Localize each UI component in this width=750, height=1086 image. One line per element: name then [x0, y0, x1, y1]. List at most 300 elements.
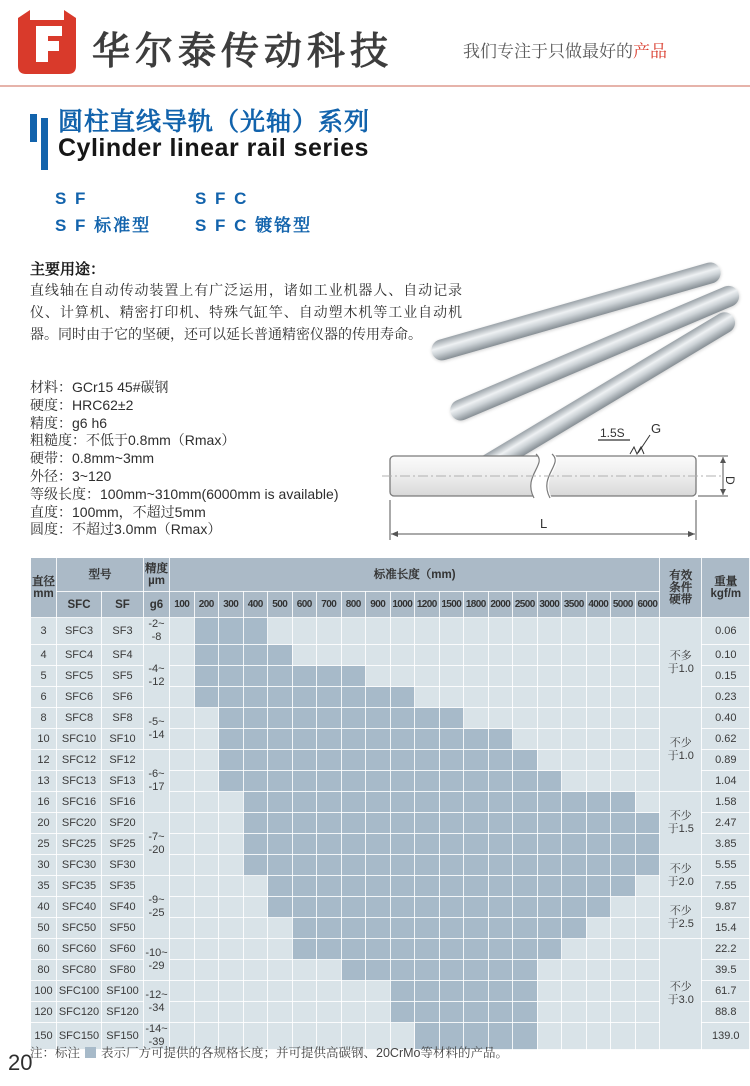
length-availability-cell	[513, 792, 538, 813]
col-header-precision: 精度 µm	[144, 558, 170, 592]
length-availability-cell	[415, 981, 440, 1002]
length-availability-cell	[268, 750, 293, 771]
length-availability-cell	[439, 813, 464, 834]
length-availability-cell	[390, 708, 415, 729]
length-availability-cell	[415, 729, 440, 750]
spec-line: 材料：GCr15 45#碳钢	[30, 379, 169, 395]
length-availability-cell	[219, 897, 244, 918]
length-availability-cell	[611, 708, 636, 729]
length-availability-cell	[390, 960, 415, 981]
length-availability-cell	[243, 960, 268, 981]
length-availability-cell	[488, 855, 513, 876]
length-availability-cell	[194, 618, 219, 645]
length-availability-cell	[194, 939, 219, 960]
length-availability-cell	[170, 708, 195, 729]
col-header-model: 型号	[57, 558, 144, 592]
length-col-header: 600	[292, 592, 317, 618]
d-label: D	[723, 476, 737, 485]
condition-cell: 不少 于3.0	[660, 939, 702, 1050]
length-availability-cell	[341, 981, 366, 1002]
sf-model-cell: SF40	[102, 897, 144, 918]
diameter-cell: 10	[31, 729, 57, 750]
model-desc-sfc: S F C 镀铬型	[195, 216, 313, 235]
sfc-model-cell: SFC100	[57, 981, 102, 1002]
length-availability-cell	[488, 687, 513, 708]
length-availability-cell	[366, 750, 391, 771]
length-availability-cell	[439, 834, 464, 855]
sf-model-cell: SF16	[102, 792, 144, 813]
length-availability-cell	[268, 666, 293, 687]
table-row	[31, 771, 750, 792]
length-availability-cell	[611, 645, 636, 666]
length-availability-cell	[219, 750, 244, 771]
length-availability-cell	[537, 876, 562, 897]
length-availability-cell	[611, 792, 636, 813]
sf-model-cell: SF150	[102, 1023, 144, 1050]
spec-line: 外径：3~120	[30, 467, 112, 484]
length-availability-cell	[366, 834, 391, 855]
length-availability-cell	[170, 939, 195, 960]
length-availability-cell	[415, 813, 440, 834]
length-availability-cell	[537, 918, 562, 939]
length-availability-cell	[292, 897, 317, 918]
length-availability-cell	[635, 960, 660, 981]
length-availability-cell	[243, 618, 268, 645]
l-label: L	[540, 516, 548, 531]
page-number: 20	[8, 1050, 33, 1075]
length-availability-cell	[243, 729, 268, 750]
spec-table-wrap	[30, 557, 750, 1050]
length-col-header: 500	[268, 592, 293, 618]
length-availability-cell	[219, 708, 244, 729]
length-availability-cell	[562, 960, 587, 981]
table-row	[31, 834, 750, 855]
length-availability-cell	[488, 771, 513, 792]
diameter-cell: 13	[31, 771, 57, 792]
slogan-accent-text: 产品	[633, 42, 667, 61]
length-availability-cell	[439, 981, 464, 1002]
length-col-header: 300	[219, 592, 244, 618]
condition-cell: 不多 于1.0	[660, 618, 702, 708]
footnote-prefix: 注：标注	[30, 1046, 81, 1060]
usage-heading: 主要用途：	[30, 261, 106, 278]
diameter-cell: 5	[31, 666, 57, 687]
length-availability-cell	[611, 876, 636, 897]
length-availability-cell	[586, 834, 611, 855]
length-availability-cell	[439, 960, 464, 981]
condition-cell: 不少 于2.5	[660, 897, 702, 939]
length-availability-cell	[586, 1002, 611, 1023]
length-availability-cell	[415, 618, 440, 645]
length-availability-cell	[366, 729, 391, 750]
length-availability-cell	[586, 750, 611, 771]
length-availability-cell	[439, 876, 464, 897]
condition-cell: 不少 于1.0	[660, 708, 702, 792]
sfc-model-cell: SFC150	[57, 1023, 102, 1050]
length-availability-cell	[194, 645, 219, 666]
length-availability-cell	[439, 666, 464, 687]
length-col-header: 2500	[513, 592, 538, 618]
weight-cell: 1.58	[702, 792, 750, 813]
sfc-model-cell: SFC50	[57, 918, 102, 939]
length-availability-cell	[488, 918, 513, 939]
length-availability-cell	[488, 813, 513, 834]
length-availability-cell	[562, 687, 587, 708]
length-availability-cell	[488, 666, 513, 687]
table-row	[31, 618, 750, 645]
length-availability-cell	[268, 729, 293, 750]
sf-model-cell: SF13	[102, 771, 144, 792]
length-availability-cell	[464, 750, 489, 771]
precision-cell: -2~ -8	[144, 618, 170, 645]
length-availability-cell	[366, 1002, 391, 1023]
table-row	[31, 729, 750, 750]
length-availability-cell	[464, 834, 489, 855]
length-availability-cell	[268, 981, 293, 1002]
length-availability-cell	[390, 981, 415, 1002]
length-availability-cell	[513, 960, 538, 981]
length-availability-cell	[268, 897, 293, 918]
length-availability-cell	[390, 729, 415, 750]
length-availability-cell	[390, 813, 415, 834]
length-availability-cell	[292, 981, 317, 1002]
length-availability-cell	[562, 771, 587, 792]
col-header-length: 标准长度（mm)	[170, 558, 660, 592]
length-availability-cell	[488, 750, 513, 771]
length-availability-cell	[317, 813, 342, 834]
length-availability-cell	[170, 687, 195, 708]
length-availability-cell	[586, 981, 611, 1002]
length-availability-cell	[219, 939, 244, 960]
weight-cell: 22.2	[702, 939, 750, 960]
spec-table	[30, 557, 750, 1050]
length-availability-cell	[317, 645, 342, 666]
length-availability-cell	[464, 813, 489, 834]
product-photo	[458, 230, 740, 388]
length-col-header: 800	[341, 592, 366, 618]
precision-cell: -10~ -29	[144, 939, 170, 981]
length-availability-cell	[292, 960, 317, 981]
length-availability-cell	[415, 876, 440, 897]
length-availability-cell	[366, 855, 391, 876]
weight-cell: 61.7	[702, 981, 750, 1002]
length-availability-cell	[415, 666, 440, 687]
length-availability-cell	[292, 939, 317, 960]
length-availability-cell	[537, 1002, 562, 1023]
sfc-model-cell: SFC10	[57, 729, 102, 750]
length-availability-cell	[292, 876, 317, 897]
sfc-model-cell: SFC5	[57, 666, 102, 687]
length-availability-cell	[611, 750, 636, 771]
length-col-header: 1000	[390, 592, 415, 618]
length-availability-cell	[635, 939, 660, 960]
length-availability-cell	[439, 918, 464, 939]
length-availability-cell	[635, 1023, 660, 1050]
length-availability-cell	[317, 618, 342, 645]
length-availability-cell	[366, 666, 391, 687]
length-availability-cell	[292, 750, 317, 771]
sf-model-cell: SF60	[102, 939, 144, 960]
usage-paragraph: 直线轴在自动传动装置上有广泛运用，诸如工业机器人、自动记录仪、计算机、精密打印机、特殊气缸竿、自动塑木机等工业自动机器。同时由于它的坚硬，还可以延长普通精密仪器的传用寿命。	[30, 282, 462, 342]
length-availability-cell	[513, 939, 538, 960]
length-availability-cell	[341, 918, 366, 939]
length-availability-cell	[390, 918, 415, 939]
length-availability-cell	[341, 897, 366, 918]
length-availability-cell	[464, 876, 489, 897]
length-availability-cell	[488, 792, 513, 813]
length-availability-cell	[562, 939, 587, 960]
length-availability-cell	[268, 645, 293, 666]
length-availability-cell	[390, 1002, 415, 1023]
precision-cell: -9~ -25	[144, 876, 170, 939]
length-availability-cell	[635, 729, 660, 750]
table-row	[31, 855, 750, 876]
brand-logo-icon	[16, 8, 78, 76]
length-availability-cell	[194, 771, 219, 792]
weight-cell: 9.87	[702, 897, 750, 918]
diameter-cell: 30	[31, 855, 57, 876]
length-availability-cell	[292, 813, 317, 834]
table-row	[31, 687, 750, 708]
table-row	[31, 792, 750, 813]
length-availability-cell	[268, 918, 293, 939]
length-availability-cell	[488, 939, 513, 960]
weight-cell: 2.47	[702, 813, 750, 834]
length-availability-cell	[611, 981, 636, 1002]
length-availability-cell	[513, 708, 538, 729]
model-code-sfc: S F C	[195, 189, 249, 208]
weight-cell: 139.0	[702, 1023, 750, 1050]
precision-cell: -5~ -14	[144, 708, 170, 750]
length-availability-cell	[194, 666, 219, 687]
length-availability-cell	[513, 1023, 538, 1050]
length-availability-cell	[562, 645, 587, 666]
length-availability-cell	[390, 897, 415, 918]
length-availability-cell	[439, 729, 464, 750]
spec-line: 圆度：不超过3.0mm（Rmax）	[30, 521, 222, 538]
length-availability-cell	[635, 918, 660, 939]
length-availability-cell	[513, 729, 538, 750]
length-availability-cell	[415, 918, 440, 939]
length-availability-cell	[317, 918, 342, 939]
table-row	[31, 1002, 750, 1023]
length-availability-cell	[341, 855, 366, 876]
length-availability-cell	[194, 876, 219, 897]
length-availability-cell	[464, 918, 489, 939]
length-availability-cell	[170, 618, 195, 645]
length-col-header: 1800	[464, 592, 489, 618]
length-availability-cell	[635, 897, 660, 918]
length-availability-cell	[292, 687, 317, 708]
length-availability-cell	[243, 687, 268, 708]
length-availability-cell	[537, 1023, 562, 1050]
length-availability-cell	[415, 750, 440, 771]
length-availability-cell	[488, 834, 513, 855]
length-availability-cell	[170, 771, 195, 792]
sfc-model-cell: SFC8	[57, 708, 102, 729]
sfc-model-cell: SFC16	[57, 792, 102, 813]
length-availability-cell	[194, 897, 219, 918]
length-availability-cell	[390, 618, 415, 645]
length-availability-cell	[170, 981, 195, 1002]
precision-cell: -4~ -12	[144, 645, 170, 708]
length-availability-cell	[513, 981, 538, 1002]
length-availability-cell	[562, 750, 587, 771]
diameter-cell: 8	[31, 708, 57, 729]
length-availability-cell	[317, 897, 342, 918]
length-availability-cell	[219, 834, 244, 855]
length-availability-cell	[415, 834, 440, 855]
length-availability-cell	[366, 687, 391, 708]
length-availability-cell	[292, 666, 317, 687]
page-title-en: Cylinder linear rail series	[58, 134, 369, 162]
length-availability-cell	[194, 729, 219, 750]
length-availability-cell	[415, 1002, 440, 1023]
diameter-cell: 16	[31, 792, 57, 813]
brand-name: 华尔泰传动科技	[92, 31, 394, 73]
length-availability-cell	[341, 666, 366, 687]
length-availability-cell	[586, 708, 611, 729]
length-availability-cell	[317, 771, 342, 792]
length-availability-cell	[170, 1002, 195, 1023]
length-availability-cell	[194, 1002, 219, 1023]
length-availability-cell	[194, 687, 219, 708]
length-availability-cell	[170, 876, 195, 897]
length-availability-cell	[219, 687, 244, 708]
length-availability-cell	[219, 666, 244, 687]
sf-model-cell: SF100	[102, 981, 144, 1002]
sfc-model-cell: SFC25	[57, 834, 102, 855]
length-availability-cell	[464, 939, 489, 960]
spec-line: 粗糙度：不低于0.8mm（Rmax）	[30, 432, 236, 449]
length-availability-cell	[341, 645, 366, 666]
length-availability-cell	[341, 750, 366, 771]
diameter-cell: 120	[31, 1002, 57, 1023]
length-col-header: 1500	[439, 592, 464, 618]
weight-cell: 7.55	[702, 876, 750, 897]
length-availability-cell	[292, 1002, 317, 1023]
length-availability-cell	[464, 708, 489, 729]
length-availability-cell	[268, 939, 293, 960]
sf-model-cell: SF35	[102, 876, 144, 897]
length-availability-cell	[170, 834, 195, 855]
length-availability-cell	[219, 876, 244, 897]
length-availability-cell	[194, 750, 219, 771]
length-availability-cell	[562, 666, 587, 687]
condition-cell: 不少 于1.5	[660, 792, 702, 855]
length-availability-cell	[243, 918, 268, 939]
length-availability-cell	[317, 1002, 342, 1023]
precision-cell: -12~ -34	[144, 981, 170, 1023]
length-availability-cell	[292, 834, 317, 855]
length-availability-cell	[170, 960, 195, 981]
length-availability-cell	[170, 855, 195, 876]
length-availability-cell	[439, 645, 464, 666]
length-availability-cell	[513, 876, 538, 897]
length-availability-cell	[635, 813, 660, 834]
length-availability-cell	[170, 666, 195, 687]
length-availability-cell	[562, 855, 587, 876]
length-availability-cell	[194, 813, 219, 834]
weight-cell: 0.40	[702, 708, 750, 729]
length-availability-cell	[243, 897, 268, 918]
table-row	[31, 939, 750, 960]
length-availability-cell	[635, 981, 660, 1002]
length-availability-cell	[586, 729, 611, 750]
length-availability-cell	[464, 666, 489, 687]
weight-cell: 0.15	[702, 666, 750, 687]
length-availability-cell	[243, 813, 268, 834]
length-availability-cell	[562, 792, 587, 813]
length-availability-cell	[317, 750, 342, 771]
length-availability-cell	[219, 1002, 244, 1023]
length-availability-cell	[341, 939, 366, 960]
col-header-sf: SF	[102, 592, 144, 618]
length-availability-cell	[513, 834, 538, 855]
length-availability-cell	[537, 939, 562, 960]
length-availability-cell	[292, 771, 317, 792]
length-availability-cell	[464, 1002, 489, 1023]
diameter-cell: 4	[31, 645, 57, 666]
length-availability-cell	[464, 792, 489, 813]
length-availability-cell	[341, 834, 366, 855]
length-availability-cell	[366, 645, 391, 666]
length-col-header: 2000	[488, 592, 513, 618]
weight-cell: 0.10	[702, 645, 750, 666]
length-availability-cell	[537, 960, 562, 981]
diameter-cell: 6	[31, 687, 57, 708]
length-availability-cell	[586, 813, 611, 834]
length-col-header: 900	[366, 592, 391, 618]
length-availability-cell	[243, 834, 268, 855]
length-availability-cell	[537, 813, 562, 834]
sfc-model-cell: SFC4	[57, 645, 102, 666]
length-availability-cell	[243, 708, 268, 729]
length-availability-cell	[439, 939, 464, 960]
length-availability-cell	[366, 960, 391, 981]
length-availability-cell	[611, 918, 636, 939]
diameter-cell: 25	[31, 834, 57, 855]
length-availability-cell	[317, 939, 342, 960]
length-availability-cell	[366, 813, 391, 834]
length-availability-cell	[268, 876, 293, 897]
sfc-model-cell: SFC13	[57, 771, 102, 792]
sf-model-cell: SF80	[102, 960, 144, 981]
weight-cell: 0.62	[702, 729, 750, 750]
sf-model-cell: SF50	[102, 918, 144, 939]
length-availability-cell	[366, 618, 391, 645]
length-availability-cell	[415, 897, 440, 918]
sfc-model-cell: SFC40	[57, 897, 102, 918]
length-availability-cell	[439, 618, 464, 645]
length-availability-cell	[292, 792, 317, 813]
length-availability-cell	[219, 618, 244, 645]
length-availability-cell	[488, 960, 513, 981]
length-availability-cell	[611, 1023, 636, 1050]
sfc-model-cell: SFC12	[57, 750, 102, 771]
footnote-suffix: 表示厂方可提供的各规格长度；并可提供高碳钢、20CrMo等材料的产品。	[101, 1046, 508, 1060]
length-availability-cell	[366, 981, 391, 1002]
col-header-weight: 重量 kgf/m	[702, 558, 750, 618]
sfc-model-cell: SFC3	[57, 618, 102, 645]
length-availability-cell	[366, 939, 391, 960]
length-availability-cell	[586, 1023, 611, 1050]
length-availability-cell	[611, 618, 636, 645]
length-availability-cell	[562, 729, 587, 750]
diameter-cell: 20	[31, 813, 57, 834]
g-leader-line	[638, 435, 650, 453]
length-availability-cell	[243, 981, 268, 1002]
